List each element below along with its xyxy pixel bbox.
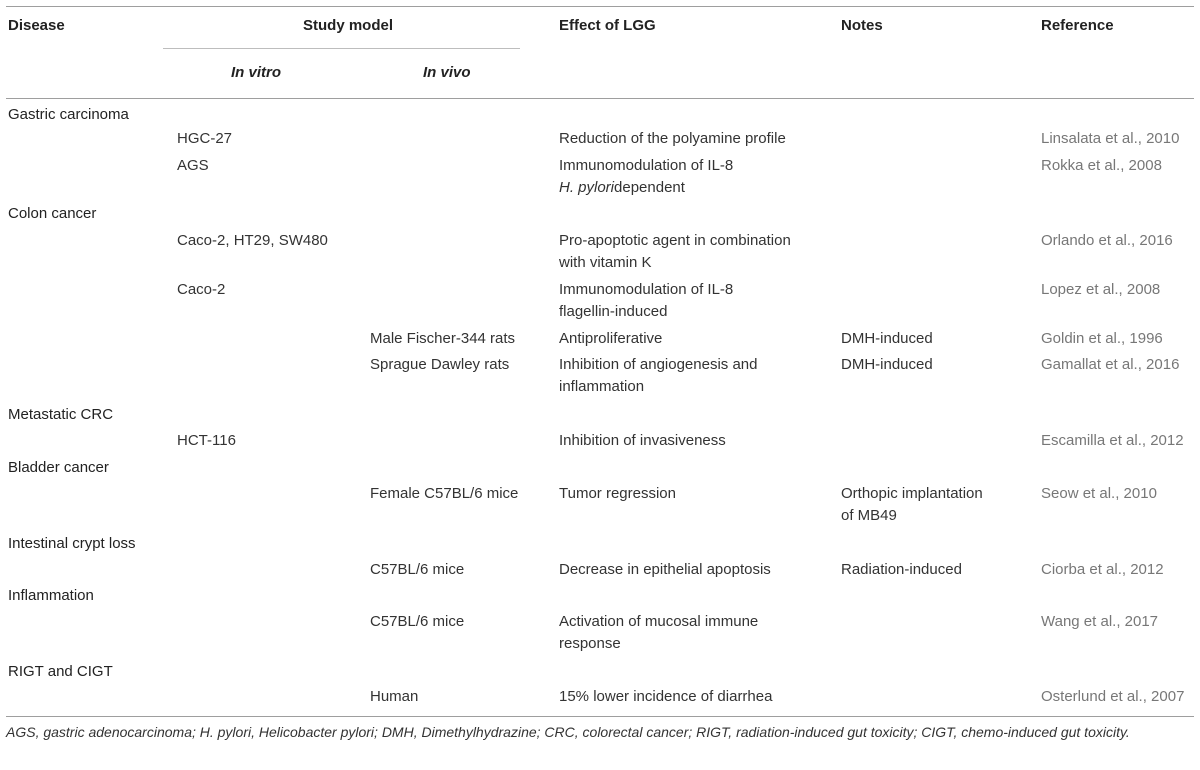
- cell-reference: Goldin et al., 1996: [1041, 330, 1163, 347]
- cell-reference: Gamallat et al., 2016: [1041, 356, 1180, 373]
- table-footnote: AGS, gastric adenocarcinoma; H. pylori, Helicobacter pylori; DMH, Dimethylhydrazine; CRC, colorectal cancer; RIGT, radiation-induced gut toxicity; CIGT, chemo-induced gut toxicity.: [6, 724, 1130, 740]
- cell-reference: Wang et al., 2017: [1041, 613, 1159, 630]
- cell-effect: Inhibition of invasiveness: [559, 432, 726, 449]
- disease-rigt-cigt: RIGT and CIGT: [8, 663, 113, 680]
- cell-in-vivo: Female C57BL/6 mice: [370, 485, 519, 502]
- cell-in-vitro: AGS: [177, 157, 209, 174]
- header-in-vitro: In vitro: [231, 64, 282, 81]
- cell-in-vitro: Caco-2: [177, 281, 226, 298]
- cell-notes: DMH-induced: [841, 356, 933, 373]
- cell-in-vivo: Human: [370, 688, 419, 705]
- cell-effect: 15% lower incidence of diarrhea: [559, 688, 773, 705]
- top-rule: [6, 6, 1194, 7]
- cell-effect-line2: with vitamin K: [559, 254, 652, 271]
- cell-effect: Decrease in epithelial apoptosis: [559, 561, 771, 578]
- header-disease: Disease: [8, 17, 65, 34]
- footnote-rule: [6, 716, 1194, 717]
- cell-in-vivo: Sprague Dawley rats: [370, 356, 510, 373]
- cell-reference: Linsalata et al., 2010: [1041, 130, 1180, 147]
- cell-effect-line2: flagellin-induced: [559, 303, 668, 320]
- cell-in-vivo: C57BL/6 mice: [370, 561, 465, 578]
- cell-reference: Seow et al., 2010: [1041, 485, 1157, 502]
- cell-effect: Reduction of the polyamine profile: [559, 130, 786, 147]
- cell-effect-line2: inflammation: [559, 378, 645, 395]
- disease-colon-cancer: Colon cancer: [8, 205, 97, 222]
- cell-effect-line2: [559, 177, 685, 199]
- disease-metastatic-crc: Metastatic CRC: [8, 406, 114, 423]
- cell-reference: Lopez et al., 2008: [1041, 281, 1161, 298]
- cell-in-vitro: Caco-2, HT29, SW480: [177, 232, 328, 249]
- cell-reference: Rokka et al., 2008: [1041, 157, 1162, 174]
- cell-effect: Immunomodulation of IL-8: [559, 281, 734, 298]
- cell-effect-line2: response: [559, 635, 621, 652]
- cell-in-vitro: HCT-116: [177, 432, 236, 449]
- cell-notes: Orthopic implantation: [841, 485, 983, 502]
- cell-reference: Ciorba et al., 2012: [1041, 561, 1164, 578]
- disease-inflammation: Inflammation: [8, 587, 94, 604]
- cell-in-vivo: C57BL/6 mice: [370, 613, 465, 630]
- cell-effect: Activation of mucosal immune: [559, 613, 759, 630]
- cell-in-vitro: HGC-27: [177, 130, 233, 147]
- disease-gastric-carcinoma: Gastric carcinoma: [8, 106, 129, 123]
- cell-effect: Immunomodulation of IL-8: [559, 157, 734, 174]
- header-bottom-rule: [6, 98, 1194, 99]
- cell-notes: Radiation-induced: [841, 561, 962, 578]
- header-notes: Notes: [841, 17, 883, 34]
- disease-bladder-cancer: Bladder cancer: [8, 459, 109, 476]
- cell-notes: DMH-induced: [841, 330, 933, 347]
- cell-in-vivo: Male Fischer-344 rats: [370, 330, 516, 347]
- header-study-model: Study model: [303, 17, 394, 34]
- header-reference: Reference: [1041, 17, 1114, 34]
- cell-effect: Tumor regression: [559, 485, 676, 502]
- cell-reference: Osterlund et al., 2007: [1041, 688, 1185, 705]
- cell-notes-line2: of MB49: [841, 507, 897, 524]
- pathogen-name: H. pylori: [559, 179, 615, 196]
- cell-effect: Pro-apoptotic agent in combination: [559, 232, 791, 249]
- header-in-vivo: In vivo: [423, 64, 471, 81]
- cell-reference: Escamilla et al., 2012: [1041, 432, 1184, 449]
- cell-reference: Orlando et al., 2016: [1041, 232, 1173, 249]
- disease-intestinal-crypt-loss: Intestinal crypt loss: [8, 535, 136, 552]
- header-effect: Effect of LGG: [559, 17, 656, 34]
- cell-effect: Inhibition of angiogenesis and: [559, 356, 758, 373]
- cell-effect: Antiproliferative: [559, 330, 663, 347]
- study-model-rule: [163, 48, 520, 49]
- effect-suffix: dependent: [614, 179, 685, 196]
